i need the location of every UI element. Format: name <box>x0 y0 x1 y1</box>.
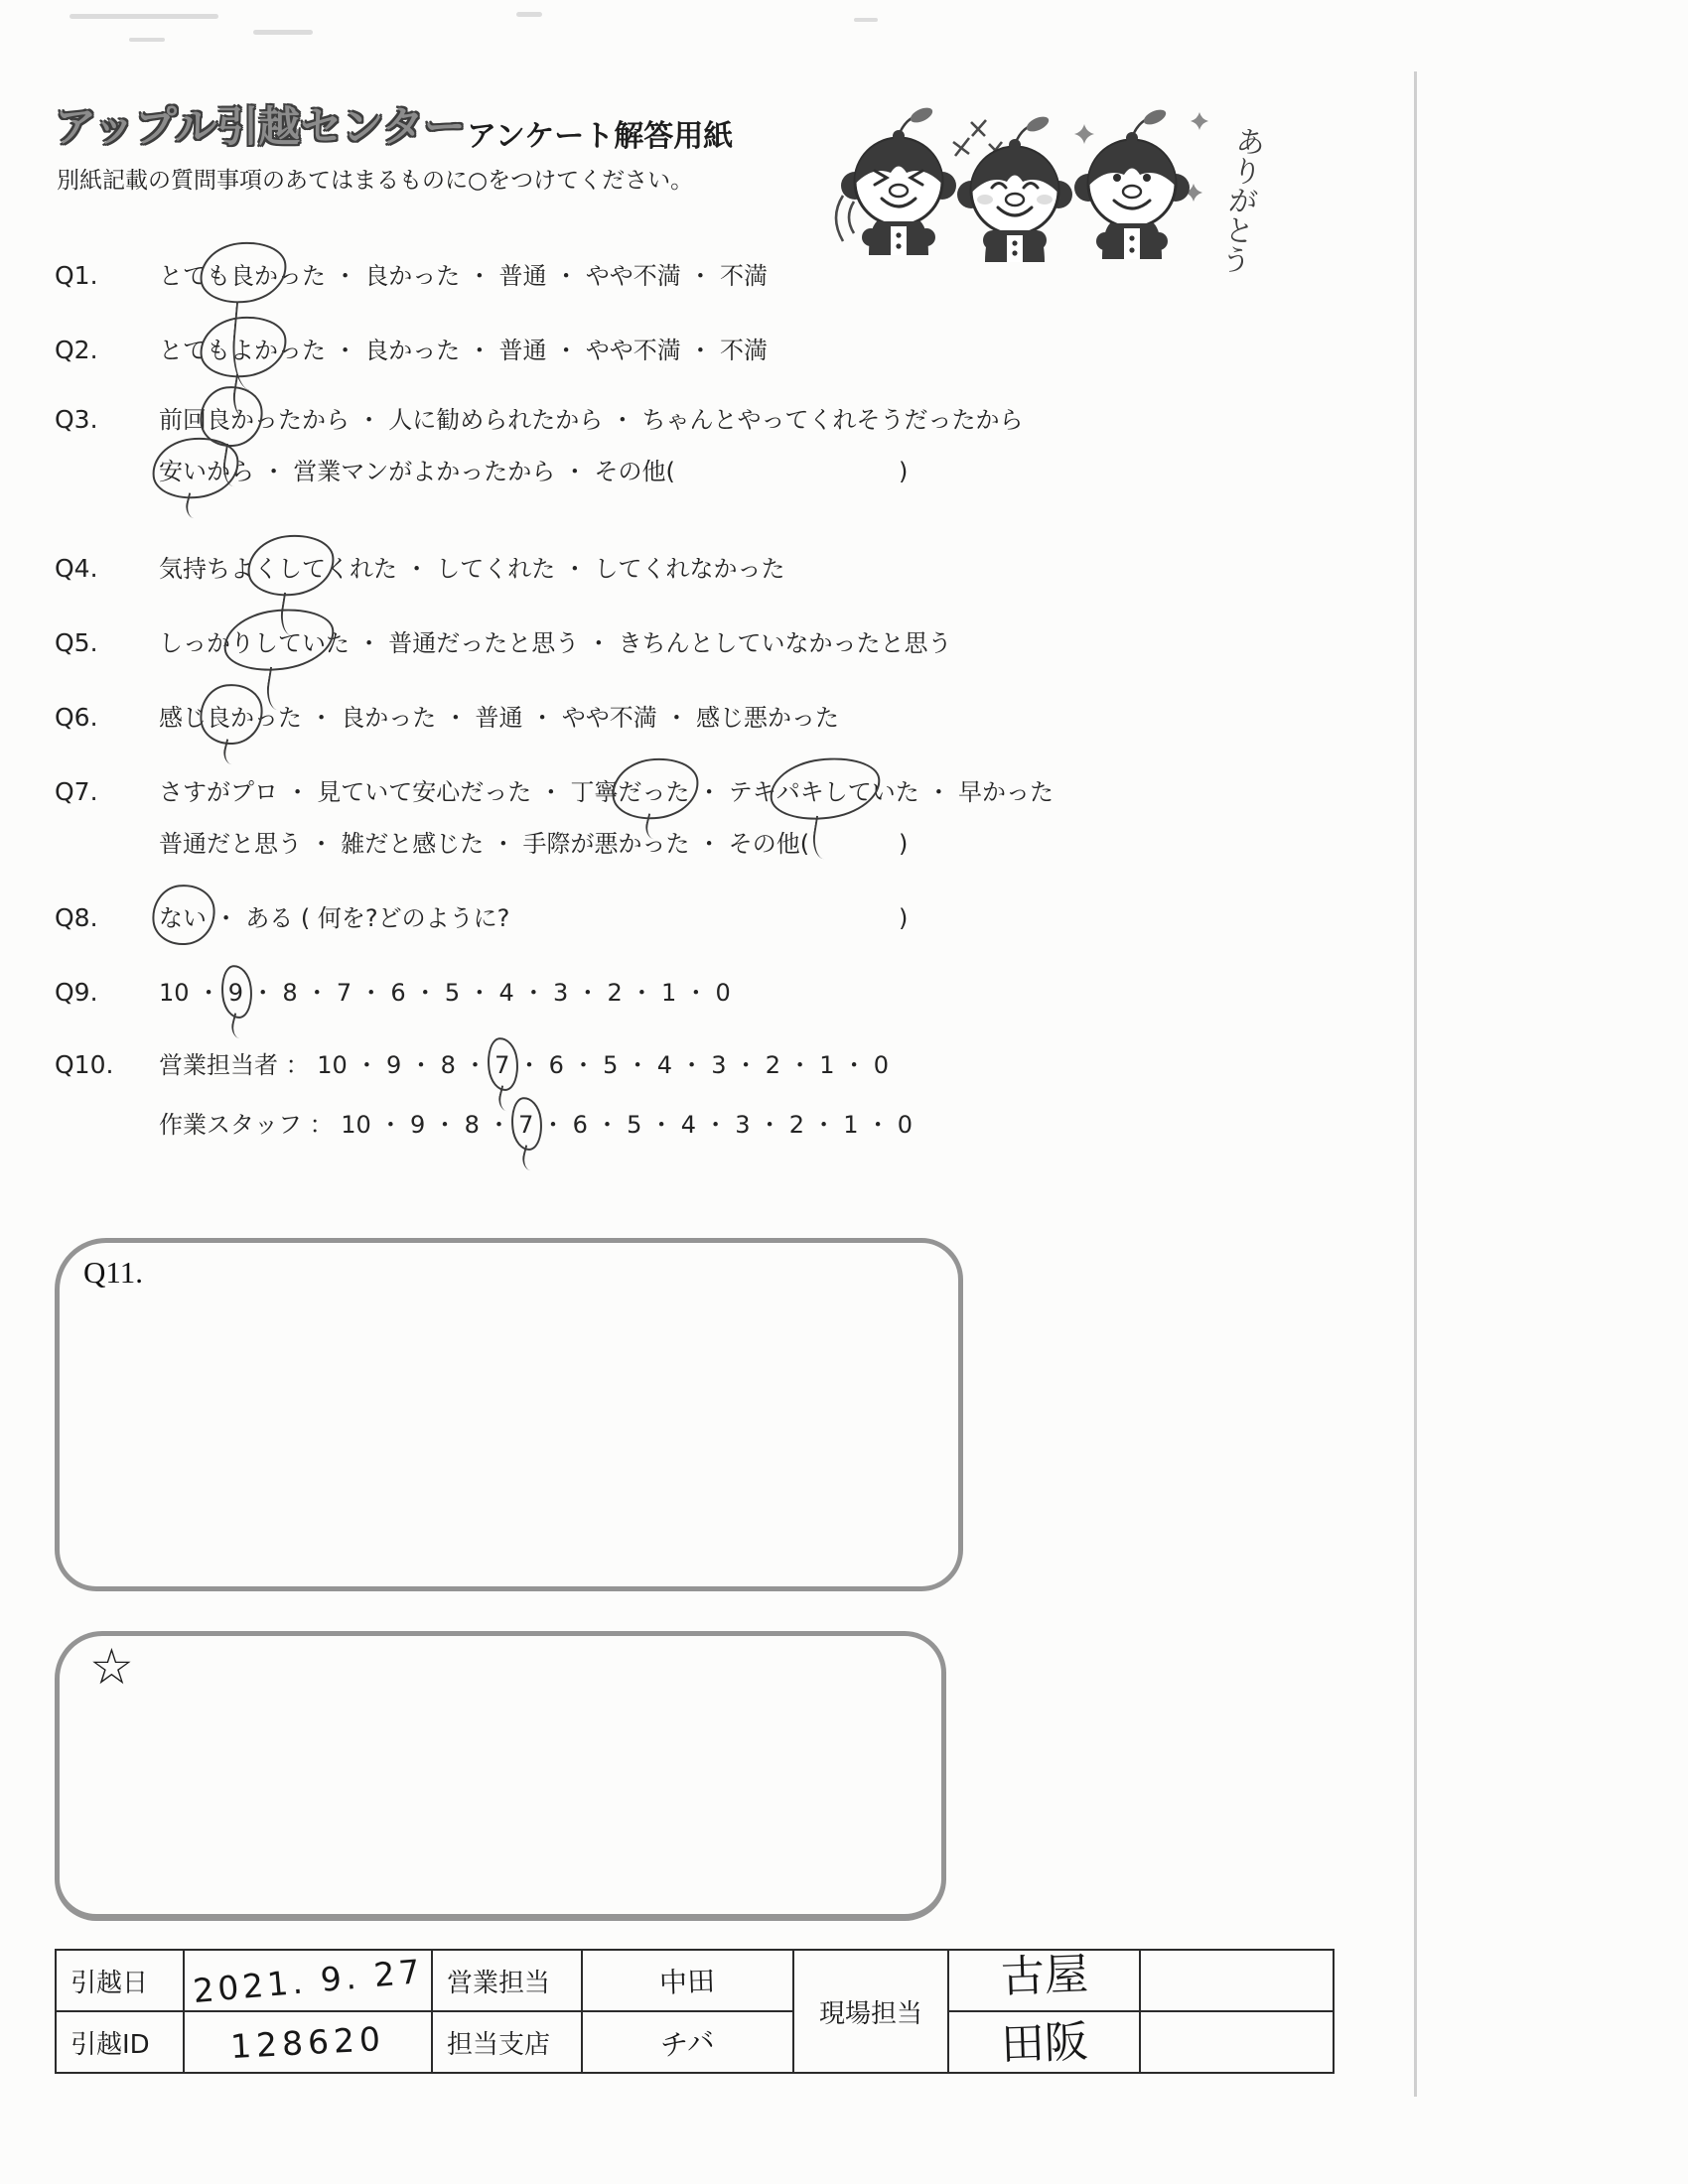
question-label: Q5. <box>55 628 98 657</box>
move-id-value <box>184 2011 432 2073</box>
option-text: 10 ・ <box>159 979 228 1007</box>
option-text: った ・ 良かった ・ 普通 ・ やや不満 ・ 不満 <box>278 262 769 290</box>
sales-rep-value <box>582 1950 793 2011</box>
scan-smudge <box>516 12 542 17</box>
question-q2 <box>55 325 768 376</box>
monkey-mascots-illustration <box>824 94 1291 298</box>
field-rep-value-2 <box>948 2011 1140 2073</box>
monkey-2 <box>957 113 1072 262</box>
option-text: ・ 8 ・ 7 ・ 6 ・ 5 ・ 4 ・ 3 ・ 2 ・ 1 ・ 0 <box>243 979 731 1007</box>
question-label: Q7. <box>55 777 98 806</box>
field-rep-value-1 <box>948 1950 1140 2011</box>
handwritten-field-rep-1: 古屋 <box>999 1949 1089 2003</box>
handwritten-circle-mark: も良か <box>207 256 278 291</box>
motion-lines-icon <box>836 196 854 241</box>
question-label: Q8. <box>55 903 98 932</box>
option-text: いた ・ 早かった <box>871 778 1055 806</box>
question-q9 <box>55 967 731 1019</box>
empty-cell <box>1140 2011 1334 2073</box>
sheet-type-title: アンケート解答用紙 <box>467 119 734 154</box>
branch-value <box>582 2011 793 2073</box>
option-text: とて <box>159 262 207 290</box>
handwritten-circle-mark: りしてい <box>230 623 326 658</box>
handwritten-circle-mark: 7 <box>494 1051 510 1079</box>
handwritten-circle-mark: 安いか <box>159 452 230 486</box>
q11-label: Q11. <box>83 1255 143 1290</box>
handwritten-move-id: 128620 <box>229 2018 386 2066</box>
question-q1 <box>55 250 768 302</box>
option-text: とて <box>159 337 207 364</box>
monkey-1 <box>841 104 956 255</box>
option-text: ・ 6 ・ 5 ・ 4 ・ 3 ・ 2 ・ 1 ・ 0 <box>509 1051 890 1079</box>
move-date-value <box>184 1950 432 2011</box>
handwritten-circle-mark: 7 <box>518 1111 534 1139</box>
move-date-label: 引越日 <box>56 1950 184 2011</box>
handwritten-circle-mark: 9 <box>227 979 244 1007</box>
option-text: ・ 6 ・ 5 ・ 4 ・ 3 ・ 2 ・ 1 ・ 0 <box>533 1111 914 1139</box>
option-text: 営業担当者 ： 10 ・ 9 ・ 8 ・ <box>159 1051 495 1079</box>
question-options <box>159 892 909 944</box>
question-label: Q1. <box>55 261 98 290</box>
empty-cell <box>1140 1950 1334 2011</box>
question-label: Q4. <box>55 554 98 583</box>
option-text: った ・ 良かった ・ 普通 ・ やや不満 ・ 不満 <box>278 337 769 364</box>
scan-smudge <box>854 18 878 22</box>
option-text: ら ・ 営業マンがよかったから ・ その他( <box>230 458 675 485</box>
question-options <box>159 250 768 302</box>
branch-label: 担当支店 <box>432 2011 582 2073</box>
handwritten-branch: チバ <box>658 2024 717 2063</box>
question-label: Q9. <box>55 978 98 1007</box>
option-text: 前回 <box>159 406 207 434</box>
option-text: 気持ちよ <box>159 555 254 583</box>
question-options <box>159 766 1054 870</box>
question-label: Q2. <box>55 336 98 364</box>
scan-smudge <box>253 30 313 35</box>
option-text: ったから ・ 人に勧められたから ・ ちゃんとやってくれそうだったから <box>254 406 1024 434</box>
handwritten-circle-mark: 良か <box>207 400 254 435</box>
option-text: くれた ・ してくれた ・ してくれなかった <box>326 555 785 583</box>
close-paren: ) <box>899 904 909 932</box>
option-text: ・ ある ( 何を?どのように? <box>207 904 510 932</box>
question-options <box>159 325 768 376</box>
option-text: った ・ 良かった ・ 普通 ・ やや不満 ・ 感じ悪かった <box>254 704 840 732</box>
handwritten-circle-mark: 良か <box>207 698 254 733</box>
option-text: 普通だと思う ・ 雑だと感じた ・ 手際が悪かった ・ その他( <box>159 830 810 858</box>
option-text: さすがプロ ・ 見ていて安心だった ・ 丁寧 <box>159 778 619 806</box>
option-text: しっか <box>159 629 230 657</box>
sales-rep-label: 営業担当 <box>432 1950 582 2011</box>
question-options <box>159 543 785 595</box>
q11-comment-box <box>55 1238 963 1591</box>
scan-smudge <box>129 38 165 42</box>
handwritten-circle-mark: パキして <box>776 772 872 807</box>
question-q5 <box>55 617 952 669</box>
handwritten-field-rep-2: 田阪 <box>999 2016 1089 2071</box>
close-paren: ) <box>899 458 909 485</box>
star-icon: ☆ <box>89 1638 134 1696</box>
close-paren: ) <box>899 830 909 858</box>
question-q6 <box>55 692 839 744</box>
question-options <box>159 692 839 744</box>
monkey-3 <box>1074 106 1190 259</box>
scan-artifact-line <box>1414 71 1417 2097</box>
question-label: Q6. <box>55 703 98 732</box>
option-text: 作業スタッフ ： 10 ・ 9 ・ 8 ・ <box>159 1111 519 1139</box>
company-logo-text: アップル引越センター <box>55 102 466 151</box>
question-label: Q3. <box>55 405 98 434</box>
option-text: た ・ 普通だったと思う ・ きちんとしていなかったと思う <box>326 629 952 657</box>
question-options <box>159 967 731 1019</box>
question-q10 <box>55 1039 913 1151</box>
handwritten-circle-mark: ない <box>159 898 207 933</box>
field-rep-label: 現場担当 <box>793 1950 948 2073</box>
question-q8 <box>55 892 909 944</box>
handwritten-circle-mark: くして <box>254 549 326 584</box>
question-options <box>159 1039 913 1151</box>
scan-smudge <box>70 14 218 19</box>
star-comment-box <box>55 1631 946 1921</box>
handwritten-circle-mark: もよか <box>207 331 278 365</box>
handwritten-date: 2021. 9. 27 <box>191 1951 425 2010</box>
handwritten-circle-mark: だった <box>619 772 690 807</box>
question-options <box>159 394 1024 497</box>
footer-info-table <box>55 1949 1335 2074</box>
question-q7 <box>55 766 1054 870</box>
instruction-text: 別紙記載の質問事項のあてはまるものに○をつけてください。 <box>57 168 694 194</box>
handwritten-sales-rep: 中田 <box>658 1965 717 1999</box>
move-id-label: 引越ID <box>56 2011 184 2073</box>
question-label: Q10. <box>55 1050 114 1079</box>
question-q4 <box>55 543 785 595</box>
thanks-vertical-text: ありがとう <box>1213 123 1267 277</box>
option-text: ・ テキ <box>689 778 776 806</box>
question-q3 <box>55 394 1024 497</box>
question-options <box>159 617 952 669</box>
option-text: 感じ <box>159 704 207 732</box>
